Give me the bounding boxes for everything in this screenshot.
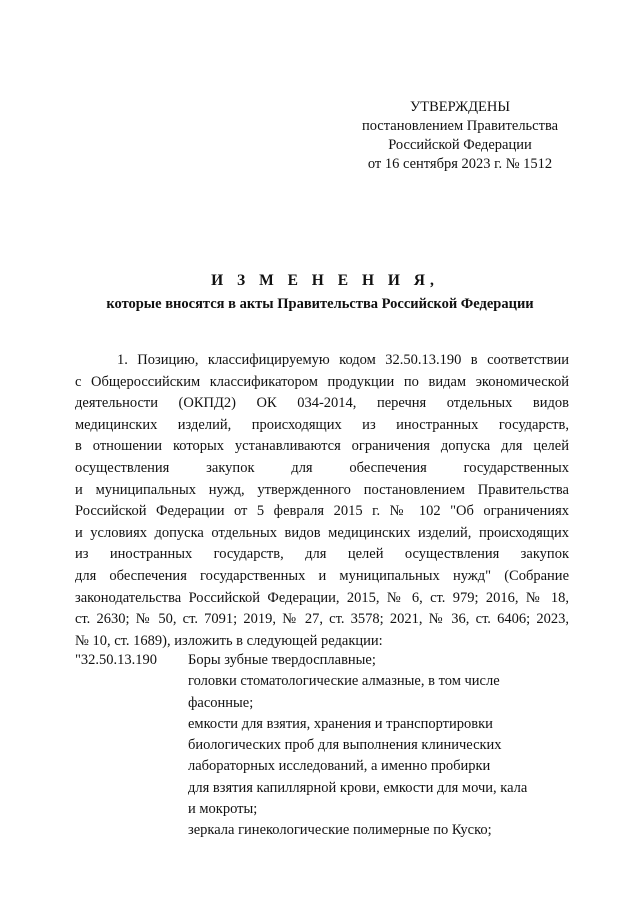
entry-code: "32.50.13.190 <box>75 652 158 668</box>
paragraph-line: ст. 2630; № 50, ст. 7091; 2019, № 27, ст. 3578; 2021, № 36, ст. 6406; 2023, <box>75 611 569 628</box>
approval-heading: УТВЕРЖДЕНЫ <box>409 99 511 115</box>
entry-line: зеркала гинекологические полимерные по Куско; <box>188 822 492 839</box>
entry-line: и мокроты; <box>188 801 258 818</box>
paragraph-line: в отношении которых устанавливаются ограничения допуска для целей <box>75 438 569 455</box>
paragraph-line: 1. Позицию, классифицируемую кодом 32.50.13.190 в соответствии <box>117 352 569 368</box>
entry-line: головки стоматологические алмазные, в том числе <box>188 673 500 690</box>
paragraph-1 <box>75 350 569 652</box>
entry-line: фасонные; <box>188 694 254 711</box>
paragraph-line: осуществления закупок для обеспечения государственных <box>75 459 569 476</box>
entry-description <box>188 650 548 842</box>
approval-line: Российской Федерации <box>388 137 532 153</box>
entry-line: емкости для взятия, хранения и транспортировки <box>188 715 493 732</box>
paragraph-line: с Общероссийским классификатором продукции по видам экономической <box>75 373 569 390</box>
paragraph-line: № 10, ст. 1689), изложить в следующей редакции: <box>75 632 383 649</box>
paragraph-line: деятельности (ОКПД2) ОК 034-2014, перечня отдельных видов <box>75 395 569 412</box>
paragraph-line: законодательства Российской Федерации, 2015, № 6, ст. 979; 2016, № 18, <box>75 589 569 606</box>
entry-line: для взятия капиллярной крови, емкости для мочи, кала <box>188 779 528 796</box>
paragraph-line: и условиях допуска отдельных видов медицинских изделий, происходящих <box>75 524 569 541</box>
paragraph-line: Российской Федерации от 5 февраля 2015 г. № 102 "Об ограничениях <box>75 503 569 520</box>
document-title: И З М Е Н Е Н И Я, <box>211 272 439 289</box>
entry-line: биологических проб для выполнения клинических <box>188 737 502 754</box>
document-subtitle: которые вносятся в акты Правительства Российской Федерации <box>106 296 534 312</box>
entry-line: Боры зубные твердосплавные; <box>188 652 376 668</box>
paragraph-line: медицинских изделий, происходящих из иностранных государств, <box>75 416 569 433</box>
paragraph-line: и муниципальных нужд, утвержденного постановлением Правительства <box>75 481 569 498</box>
approval-date: от 16 сентября 2023 г. № 1512 <box>367 156 553 172</box>
paragraph-line: для обеспечения государственных и муниципальных нужд" (Собрание <box>75 567 569 584</box>
paragraph-line: из иностранных государств, для целей осуществления закупок <box>75 546 569 563</box>
approval-line: постановлением Правительства <box>361 118 559 134</box>
approval-block <box>350 98 570 174</box>
entry-line: лабораторных исследований, а именно пробирки <box>188 758 491 775</box>
